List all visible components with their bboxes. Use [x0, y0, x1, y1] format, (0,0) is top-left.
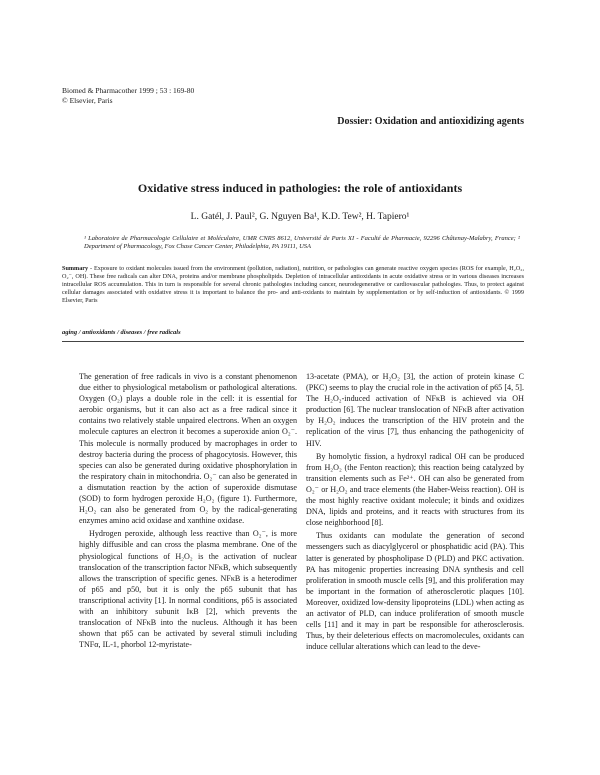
body-column-left [79, 371, 297, 650]
journal-line: Biomed & Pharmacother 1999 ; 53 : 169-80 [62, 86, 195, 95]
body-paragraph: Hydrogen peroxide, although less reactive than O₂⁻, is more highly diffusible and can cross the plasma membrane. One of the physiological functions of H₂O₂ is the activation of nuclear translocation of the transcription factor NFκB, which subsequently allows the transcription of specific genes. NFκB is a heterodimer of p65 and p50, but it is only the p65 subunit that has transcriptional activity [1]. In normal conditions, p65 is associated with an inhibitory subunit IκB [2], which prevents the translocation of NFκB into the nucleus. Although it has been shown that p65 can be activated by several stimuli including TNFα, IL-1, phorbol 12-myristate- [79, 529, 297, 650]
journal-citation [62, 86, 194, 106]
abstract-text: - Exposure to oxidant molecules issued from the environment (pollution, radiation), nutrition, or pathologies can generate reactive oxygen species (ROS for example, H₂O₂, O₂⁻, OH). These free radicals can alter DNA, proteins and/or membrane phospholipids. Depletion of intracellular antioxidants in acute oxidative stress or in various diseases increases intracellular ROS accumulation. This in turn is responsible for several chronic pathologies including cancer, neurodegenerative or cardiovascular pathologies. Thus, to protect against cellular damages associated with oxidative stress it is important to balance the pro- and anti-oxidants to maintain by supplementation or by self-induction of antioxidants. © 1999 Elsevier, Paris [62, 265, 524, 304]
dossier-heading: Dossier: Oxidation and antioxidizing agents [337, 116, 524, 127]
body-paragraph: By homolytic fission, a hydroxyl radical OH can be produced from H₂O₂ (the Fenton reaction); this reaction being catalyzed by transition elements such as Fe²⁺. OH can also be generated from O₂⁻ or H₂O₂ and trace elements (the Haber-Weiss reaction). OH is the most highly reactive oxidant molecule; it binds and oxidizes DNA, lipids and proteins, and it reacts with structures from its close neighborhood [8]. [306, 451, 524, 528]
body-paragraph: The generation of free radicals in vivo is a constant phenomenon due either to physiological metabolism or pathological alterations. Oxygen (O₂) plays a double role in the cell: it is essential for aerobic organisms, but it can also act as a free radical since it contains two relatively stable unpaired electrons. When an oxygen molecule captures an electron it becomes a superoxide anion O₂⁻. This molecule is normally produced by macrophages in order to destroy bacteria during the process of phagocytosis. However, this species can also be generated during oxidative phosphorylation in the respiratory chain in mitochondria. O₂⁻ can also be generated in a dismutation reaction by the action of superoxide dismutase (SOD) to form hydrogen peroxide H₂O₂ (figure 1). Furthermore, H₂O₂ can also be generated from O₂ by the radical-generating enzymes amino acid oxidase and xanthine oxidase. [79, 372, 297, 526]
affiliations: ¹ Laboratoire de Pharmacologie Cellulaire et Moléculaire, UMR CNRS 8612, Université de Paris XI - Faculté de Pharmacie, 92296 Châtenay-Malabry, France; ² Department of Pharmacology, Fox Chase Cancer Center, Philadelphia, PA 19111, USA [84, 235, 520, 250]
body-paragraph: 13-acetate (PMA), or H₂O₂ [3], the action of protein kinase C (PKC) seems to play the crucial role in the activation of p65 [4, 5]. The H₂O₂-induced activation of NFκB is achieved via OH production [6]. The nuclear translocation of NFκB after activation by H₂O₂ induces the transcription of the HIV protein and the replication of the virus [7], thus enhancing the pathogenicity of HIV. [306, 372, 524, 448]
keywords: aging / antioxidants / diseases / free radicals [62, 329, 181, 336]
article-title: Oxidative stress induced in pathologies: the role of antioxidants [137, 181, 463, 195]
publisher-line: © Elsevier, Paris [62, 96, 113, 105]
abstract-label: Summary [62, 265, 89, 272]
body-column-right [306, 371, 524, 652]
author-list: L. Gatél, J. Paul², G. Nguyen Ba¹, K.D. Tew², H. Tapiero¹ [190, 212, 410, 222]
divider-rule [62, 341, 524, 342]
abstract [62, 265, 524, 305]
body-paragraph: Thus oxidants can modulate the generation of second messengers such as diacylglycerol or phosphatidic acid (PA). This latter is generated by phospholipase D (PLD) and PKC activation. PA has mitogenic properties increasing DNA synthesis and cell proliferation in smooth muscle cells [9], and this proliferation may be important in the formation of atherosclerotic plaques [10]. Moreover, oxidized low-density lipoproteins (LDL) when acting as an activator of PLD, can induce proliferation of smooth muscle cells [11] and it may in part be responsible for atherosclerosis. Thus, by their deleterious effects on macromolecules, oxidants can induce cellular alterations which can lead to the deve- [306, 531, 524, 652]
